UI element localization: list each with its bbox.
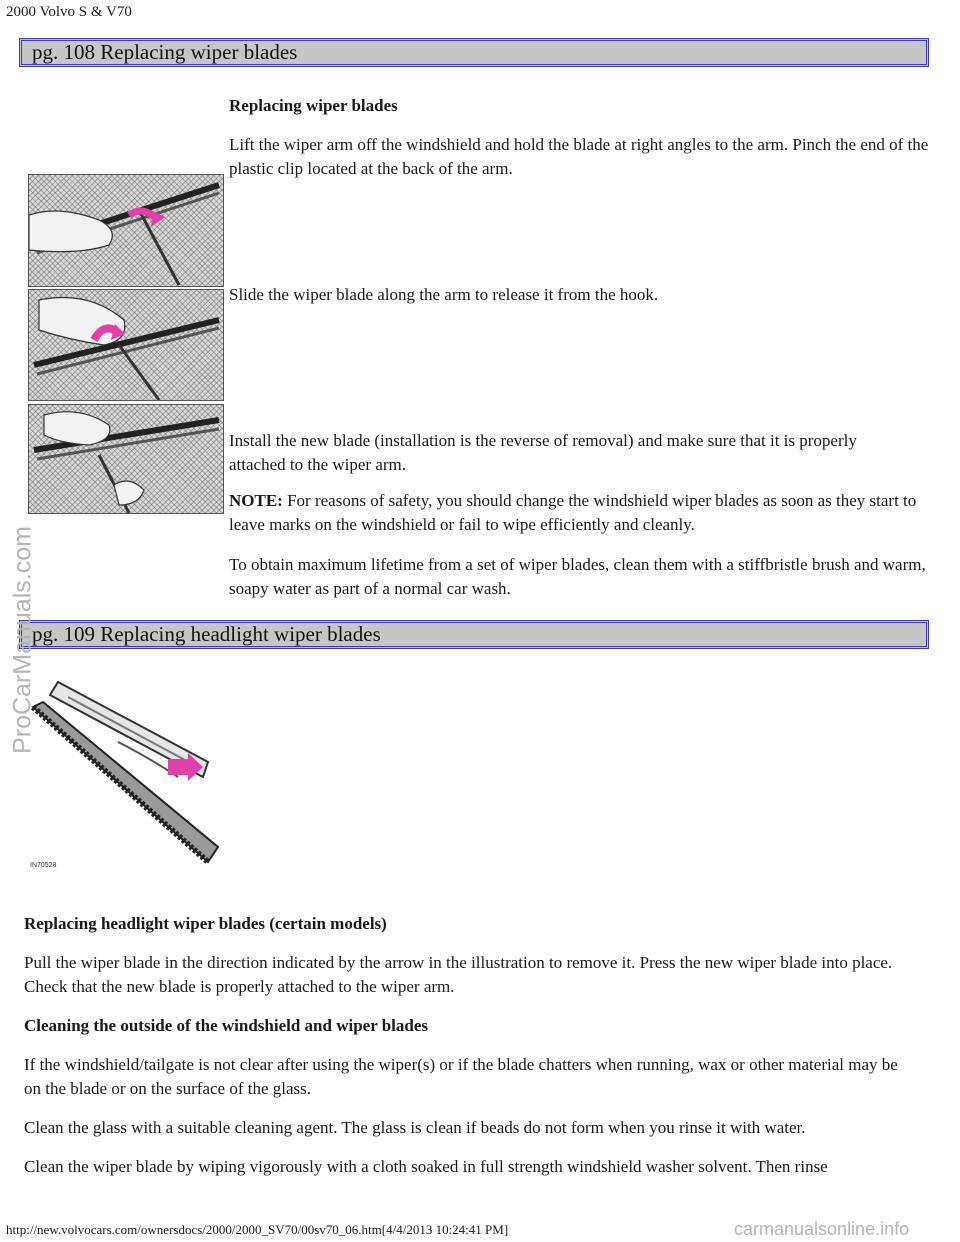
footer-url: http://new.volvocars.com/ownersdocs/2000/2000_SV70/00sv70_06.htm[4/4/2013 10:24:41 PM] — [6, 1222, 509, 1237]
svg-text:IN70528: IN70528 — [30, 862, 57, 869]
headlight-wiper-text: Pull the wiper blade in the direction indicated by the arrow in the illustration to remove it. Press the new wiper blade into place. Check that the new blade is properly attached to the wiper arm. — [24, 953, 893, 996]
heading-headlight-wiper: Replacing headlight wiper blades (certain models) — [24, 914, 387, 933]
step2-text: Slide the wiper blade along the arm to release it from the hook. — [229, 285, 659, 304]
note-text: For reasons of safety, you should change the windshield wiper blades as soon as they start to leave marks on the windshield or fail to wipe efficiently and cleanly. — [229, 491, 917, 534]
note-label: NOTE: — [229, 491, 283, 510]
watermark-left: ProCarManuals.com — [8, 526, 37, 754]
step3-text: Install the new blade (installation is the reverse of removal) and make sure that it is properly attached to the wiper arm. — [229, 431, 857, 474]
section-bar-headlight-wiper-blades: pg. 109 Replacing headlight wiper blades — [19, 620, 929, 649]
step1-text: Lift the wiper arm off the windshield and hold the blade at right angles to the arm. Pinch the end of the plastic clip located at the back of the arm. — [229, 135, 929, 178]
heading-replacing-wiper-blades: Replacing wiper blades — [229, 96, 398, 115]
heading-cleaning: Cleaning the outside of the windshield and wiper blades — [24, 1016, 428, 1035]
maintenance-tip: To obtain maximum lifetime from a set of wiper blades, clean them with a stiffbristle brush and warm, soapy water as part of a normal car wash. — [229, 555, 926, 598]
illustration-headlight-wiper — [28, 667, 224, 872]
document-title: 2000 Volvo S & V70 — [6, 4, 132, 20]
cleaning-text-2: Clean the glass with a suitable cleaning agent. The glass is clean if beads do not form when you rinse it with water. — [24, 1118, 806, 1137]
illustration-install-blade — [28, 404, 224, 514]
illustration-slide-blade — [28, 289, 224, 401]
watermark-right: carmanualsonline.info — [734, 1219, 910, 1239]
illustration-lift-wiper-arm — [28, 174, 224, 287]
cleaning-text-3: Clean the wiper blade by wiping vigorously with a cloth soaked in full strength windshield washer solvent. Then rinse — [24, 1157, 828, 1176]
cleaning-text-1: If the windshield/tailgate is not clear after using the wiper(s) or if the blade chatters when running, wax or other material may be on the blade or on the surface of the glass. — [24, 1055, 898, 1098]
note-paragraph — [229, 489, 929, 537]
section-bar-wiper-blades: pg. 108 Replacing wiper blades — [19, 38, 929, 67]
